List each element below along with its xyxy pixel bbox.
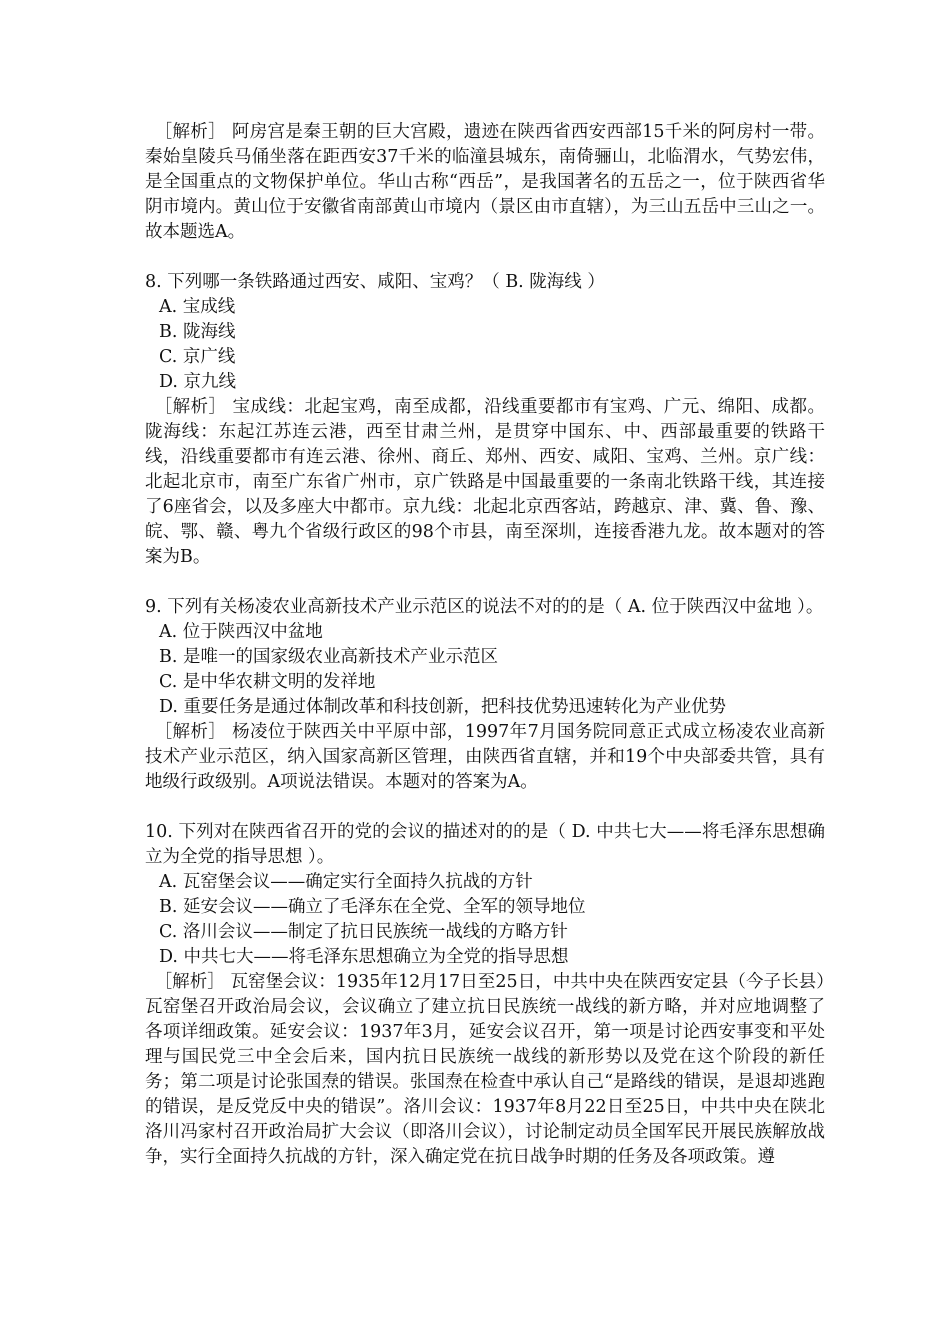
analysis-q7: ［解析］ 阿房宫是秦王朝的巨大宫殿，遗迹在陕西省西安西部15千米的阿房村一带。秦始皇陵兵马俑坐落在距西安37千米的临潼县城东，南倚骊山，北临渭水，气势宏伟，是全国重点的文物保护单位。华山古称“西岳”，是我国著名的五岳之一，位于陕西省华阴市境内。黄山位于安徽省南部黄山市境内（景区由市直辖），为三山五岳中三山之一。故本题选A。	[145, 122, 825, 242]
option-c: C. 洛川会议——制定了抗日民族统一战线的方略方针	[159, 922, 568, 942]
spacer	[145, 795, 825, 820]
option-c: C. 京广线	[159, 347, 236, 367]
spacer	[145, 570, 825, 595]
option-d: D. 京九线	[159, 372, 237, 392]
option-list	[145, 870, 825, 970]
analysis-q8: ［解析］ 宝成线：北起宝鸡，南至成都，沿线重要都市有宝鸡、广元、绵阳、成都。陇海线：东起江苏连云港，西至甘肃兰州，是贯穿中国东、中、西部最重要的铁路干线，沿线重要都市有连云港、徐州、商丘、郑州、西安、咸阳、宝鸡、兰州。京广线：北起北京市，南至广东省广州市，京广铁路是中国最重要的一条南北铁路干线，其连接了6座省会，以及多座大中都市。京九线：北起北京西客站，跨越京、津、冀、鲁、豫、皖、鄂、赣、粤九个省级行政区的98个市县，南至深圳，连接香港九龙。故本题对的答案为B。	[145, 397, 825, 567]
option-d: D. 重要任务是通过体制改革和科技创新，把科技优势迅速转化为产业优势	[159, 697, 727, 717]
option-list	[145, 620, 825, 720]
option-list	[145, 295, 825, 395]
option-b: B. 延安会议——确立了毛泽东在全党、全军的领导地位	[159, 897, 586, 917]
document-page	[145, 120, 825, 1170]
analysis-q9: ［解析］ 杨凌位于陕西关中平原中部，1997年7月国务院同意正式成立杨凌农业高新技术产业示范区，纳入国家高新区管理，由陕西省直辖，并和19个中央部委共管，具有地级行政级别。A项说法错误。本题对的答案为A。	[145, 722, 825, 792]
spacer	[145, 245, 825, 270]
option-b: B. 是唯一的国家级农业高新技术产业示范区	[159, 647, 498, 667]
question-stem: 10. 下列对在陕西省召开的党的会议的描述对的的是（ D. 中共七大——将毛泽东思想确立为全党的指导思想 ）。	[145, 822, 825, 867]
option-a: A. 瓦窑堡会议——确定实行全面持久抗战的方针	[159, 872, 533, 892]
question-stem: 8. 下列哪一条铁路通过西安、咸阳、宝鸡？（ B. 陇海线 ）	[145, 272, 605, 292]
option-b: B. 陇海线	[159, 322, 236, 342]
option-a: A. 位于陕西汉中盆地	[159, 622, 323, 642]
option-c: C. 是中华农耕文明的发祥地	[159, 672, 376, 692]
question-stem: 9. 下列有关杨凌农业高新技术产业示范区的说法不对的的是（ A. 位于陕西汉中盆地 ）。	[145, 597, 824, 617]
question-8	[145, 270, 825, 570]
option-d: D. 中共七大——将毛泽东思想确立为全党的指导思想	[159, 947, 569, 967]
option-a: A. 宝成线	[159, 297, 236, 317]
question-10	[145, 820, 825, 1170]
analysis-q10: ［解析］ 瓦窑堡会议：1935年12月17日至25日，中共中央在陕西安定县（今子长县）瓦窑堡召开政治局会议，会议确立了建立抗日民族统一战线的新方略，并对应地调整了各项详细政策。延安会议：1937年3月，延安会议召开，第一项是讨论西安事变和平处理与国民党三中全会后来，国内抗日民族统一战线的新形势以及党在这个阶段的新任务；第二项是讨论张国焘的错误。张国焘在检查中承认自己“是路线的错误，是退却逃跑的错误，是反党反中央的错误”。洛川会议：1937年8月22日至25日，中共中央在陕北洛川冯家村召开政治局扩大会议（即洛川会议），讨论制定动员全国军民开展民族解放战争，实行全面持久抗战的方针，深入确定党在抗日战争时期的任务及各项政策。遵	[145, 972, 825, 1167]
question-9	[145, 595, 825, 795]
